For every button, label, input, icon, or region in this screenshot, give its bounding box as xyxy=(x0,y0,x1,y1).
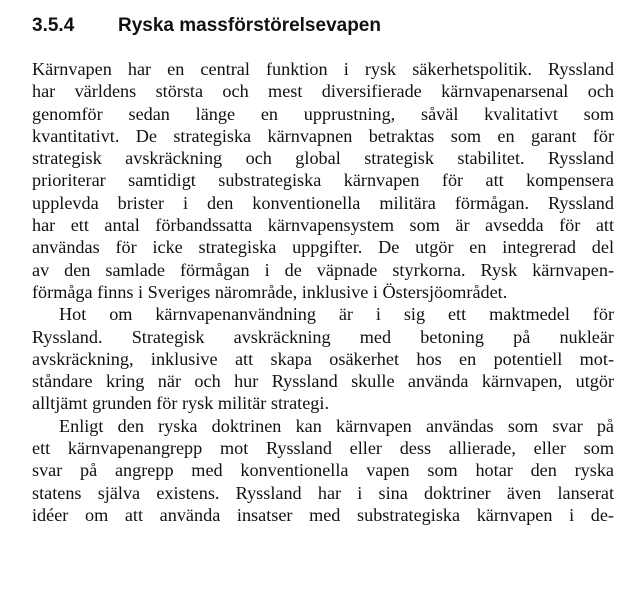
text-line: Enligt den ryska doktrinen kan kärnvapen användas som svar på xyxy=(59,415,614,436)
text-line: ståndare kring när och hur Ryssland skulle använda kärnvapen, utgör xyxy=(32,371,614,392)
section-title: Ryska massförstörelsevapen xyxy=(118,15,381,36)
text-line: genomför sedan länge en upprustning, såväl kvalitativt som xyxy=(32,103,614,124)
paragraph-1 xyxy=(32,58,614,303)
text-line: prioriterar samtidigt substrategiska kärnvapen för att kompensera xyxy=(32,170,614,191)
text-line: Ryssland. Strategisk avskräckning med betoning på nukleär xyxy=(32,326,614,347)
paragraph-2 xyxy=(32,303,614,414)
text-line: ett kärnvapenangrepp mot Ryssland eller dess allierade, eller som xyxy=(32,438,614,459)
text-line: svar på angrepp med konventionella vapen som hotar den ryska xyxy=(32,460,614,481)
text-line: kvantitativt. De strategiska kärnvapnen betraktas som en garant för xyxy=(32,125,614,146)
text-line: strategisk avskräckning och global strategisk stabilitet. Ryssland xyxy=(32,148,614,169)
text-line: har ett antal förbandssatta kärnvapensystem som är avsedda för att xyxy=(32,215,614,236)
text-line: har världens största och mest diversifierade kärnvapenarsenal och xyxy=(32,81,614,102)
text-line: Hot om kärnvapenanvändning är i sig ett maktmedel för xyxy=(59,304,614,325)
text-line: alltjämt grunden för rysk militär strategi. xyxy=(32,393,329,414)
section-heading xyxy=(32,14,381,38)
body-text xyxy=(32,58,614,526)
paragraph-3 xyxy=(32,415,614,526)
section-number: 3.5.4 xyxy=(32,15,75,36)
text-line: idéer om att använda insatser med substrategiska kärnvapen i de- xyxy=(32,504,614,525)
text-line: avskräckning, inklusive att skapa osäkerhet hos en potentiell mot- xyxy=(32,348,614,369)
text-line: av den samlade förmågan i de väpnade styrkorna. Rysk kärnvapen- xyxy=(32,259,614,280)
text-line: användas för icke strategiska uppgifter. De utgör en integrerad del xyxy=(32,237,614,258)
text-line: förmåga finns i Sveriges närområde, inklusive i Östersjöområdet. xyxy=(32,281,508,302)
text-line: upplevda brister i den konventionella militära förmågan. Ryssland xyxy=(32,192,614,213)
text-line: Kärnvapen har en central funktion i rysk säkerhetspolitik. Ryssland xyxy=(32,59,614,79)
text-line: statens själva existens. Ryssland har i sina doktriner även lanserat xyxy=(32,482,614,503)
